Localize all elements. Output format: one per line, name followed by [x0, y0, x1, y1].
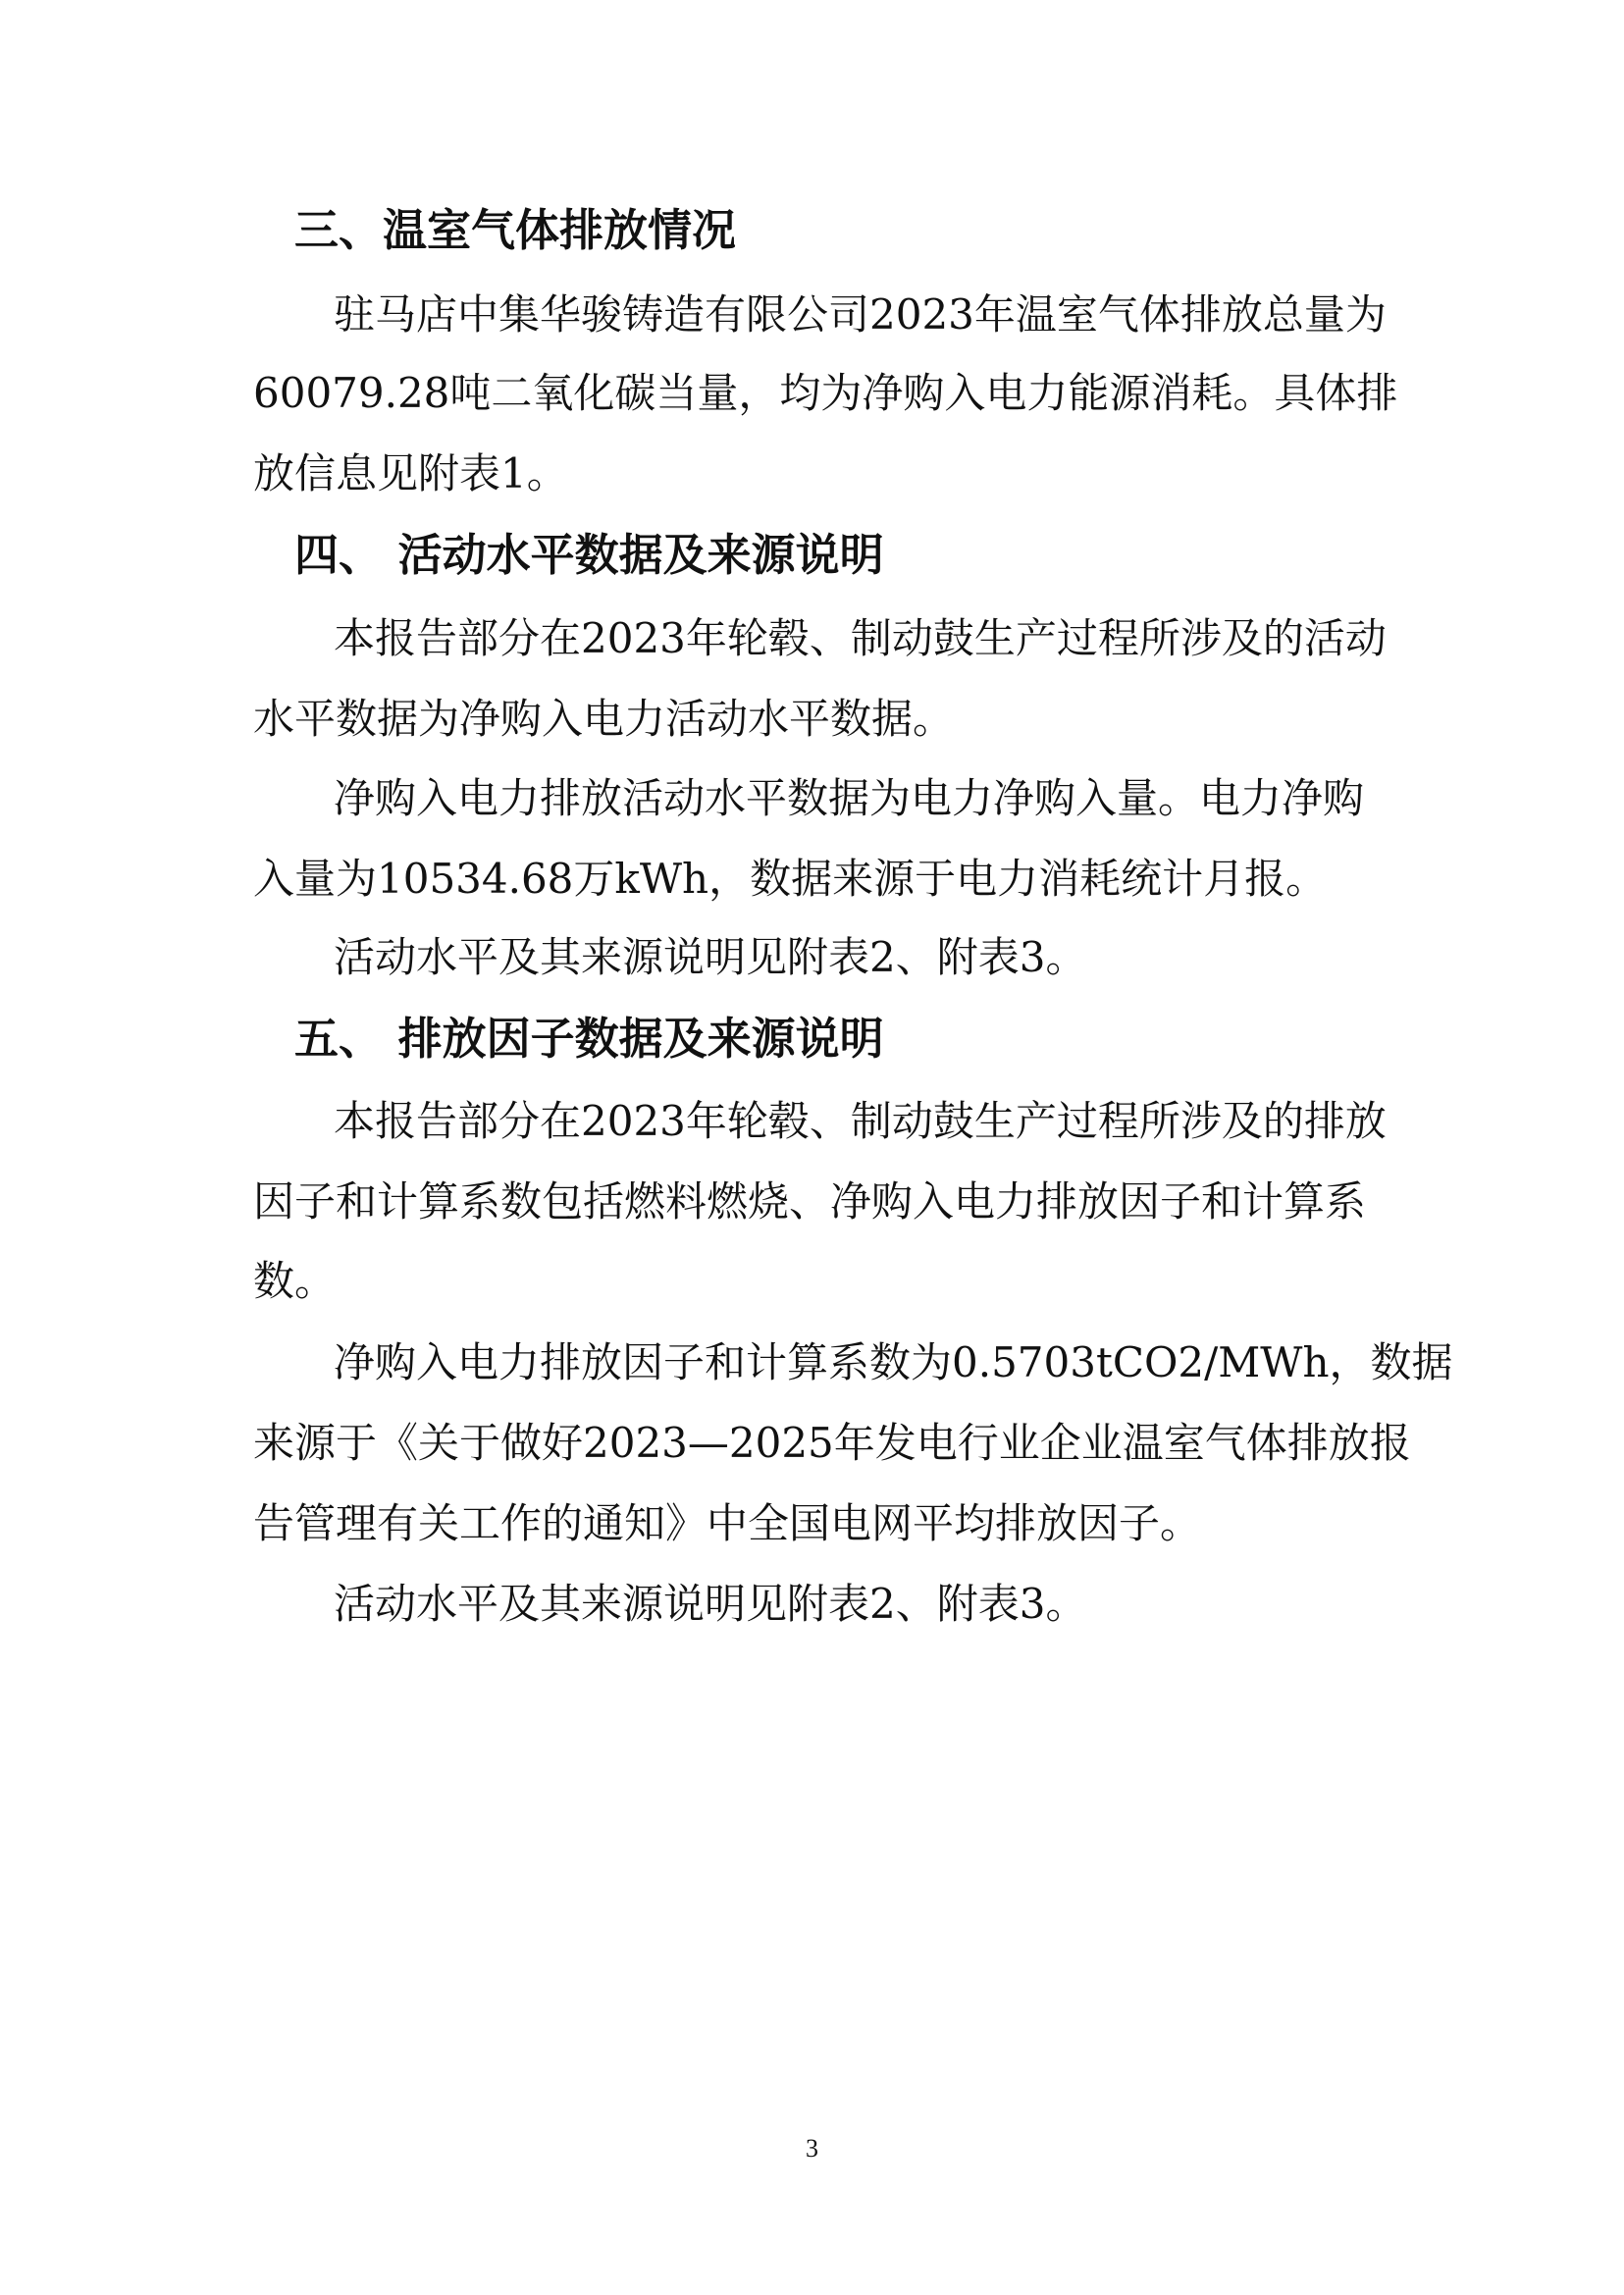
section4-p1-line-2: 水平数据为净购入电力活动水平数据。 [253, 695, 955, 743]
section3-line-2: 60079.28吨二氧化碳当量，均为净购入电力能源消耗。具体排 [253, 369, 1398, 417]
section3-line-1: 驻马店中集华骏铸造有限公司2023年温室气体排放总量为 [334, 290, 1387, 339]
section5-p1-line-2: 因子和计算系数包括燃料燃烧、净购入电力排放因子和计算系 [253, 1177, 1367, 1226]
section4-heading: 四、 活动水平数据及来源说明 [294, 529, 884, 581]
page-number: 3 [806, 2134, 818, 2163]
section4-p3: 活动水平及其来源说明见附表2、附表3。 [334, 933, 1087, 981]
section4-p2-line-2: 入量为10534.68万kWh，数据来源于电力消耗统计月报。 [253, 855, 1328, 903]
section4-p1-line-1: 本报告部分在2023年轮毂、制动鼓生产过程所涉及的活动 [334, 614, 1387, 662]
section5-p3: 活动水平及其来源说明见附表2、附表3。 [334, 1580, 1087, 1628]
section5-p2-line-1: 净购入电力排放因子和计算系数为0.5703tCO2/MWh，数据 [334, 1338, 1453, 1386]
section3-line-3: 放信息见附表1。 [253, 449, 568, 497]
section5-heading: 五、 排放因子数据及来源说明 [294, 1013, 884, 1065]
section5-p2-line-2: 来源于《关于做好2023—2025年发电行业企业温室气体排放报 [253, 1419, 1411, 1467]
section5-p2-line-3: 告管理有关工作的通知》中全国电网平均排放因子。 [253, 1499, 1202, 1547]
section3-heading: 三、温室气体排放情况 [294, 204, 737, 256]
section4-p2-line-1: 净购入电力排放活动水平数据为电力净购入量。电力净购 [334, 774, 1365, 822]
section5-p1-line-3: 数。 [253, 1257, 337, 1305]
section5-p1-line-1: 本报告部分在2023年轮毂、制动鼓生产过程所涉及的排放 [334, 1097, 1387, 1145]
